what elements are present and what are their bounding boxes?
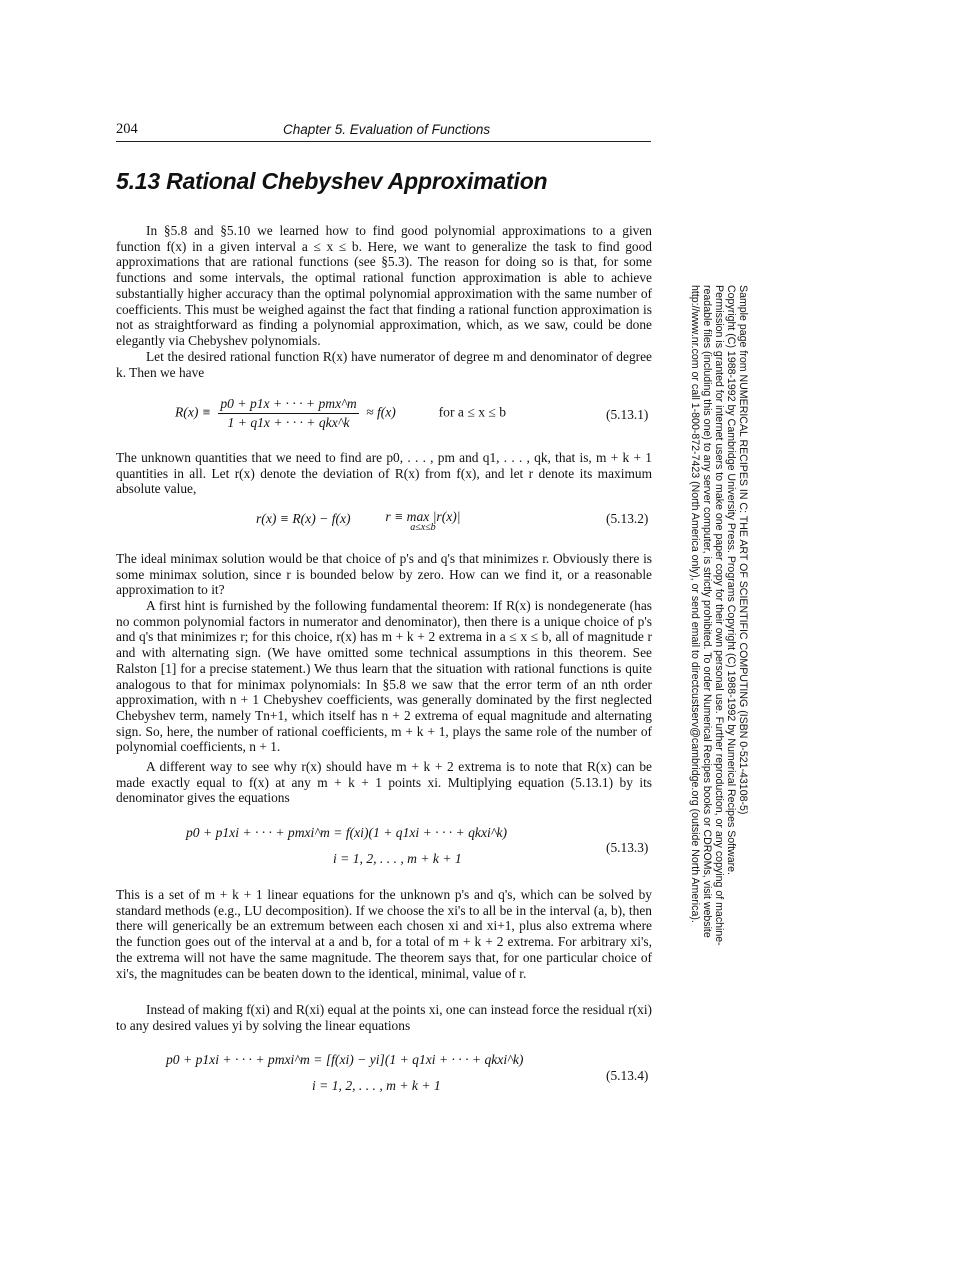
paragraph-degrees: Let the desired rational function R(x) have numerator of degree m and denominator of degree k. Then we have <box>116 349 652 380</box>
copyright-line: http://www.nr.com or call 1-800-872-7423 (North America only), or send email to directcustserv@cambridge.org (outside North America). <box>689 285 701 923</box>
eq4-label: (5.13.4) <box>606 1068 649 1083</box>
eq4-line2: i = 1, 2, . . . , m + k + 1 <box>312 1078 441 1093</box>
eq1-rhs: ≈ f(x) <box>366 404 396 420</box>
eq3-line1: p0 + p1xi + · · · + pmxi^m = f(xi)(1 + q1xi + · · · + qkxi^k) <box>186 825 508 840</box>
paragraph-linear-system: This is a set of m + k + 1 linear equations for the unknown p's and q's, which can be solved by standard methods (e.g., LU decomposition). If we choose the xi's to all be in the interval (a, b), then there will generically be an extremum between each chosen xi and xi+1, plus also extrema where the function goes out of the interval at a and b, for a total of m + k + 2 extrema. For arbitrary xi's, the extrema will not have the same magnitude. The theorem says that, for one particular choice of xi's, the magnitudes can be beaten down to the identical, minimal, value of r. <box>116 887 652 981</box>
equation-5-13-2 <box>256 511 461 533</box>
section-title: 5.13 Rational Chebyshev Approximation <box>116 168 548 194</box>
copyright-line: Permission is granted for internet users to make one paper copy for their own personal use. Further reproduction, or any copying of machine- <box>713 285 725 946</box>
eq1-denominator: 1 + q1x + · · · + qkx^k <box>227 415 350 430</box>
copyright-line: Copyright (C) 1988-1992 by Cambridge University Press. Programs Copyright (C) 1988-1992 by Numerical Recipes Software. <box>725 285 737 875</box>
paragraph-theorem: A first hint is furnished by the following fundamental theorem: If R(x) is nondegenerate (has no common polynomial factors in numerator and denominator), then there is a unique choice of p's and q's that minimizes r; for this choice, r(x) has m + k + 2 extrema in a ≤ x ≤ b, all of magnitude r and with alternating sign. (We have omitted some technical assumptions in this theorem. See Ralston [1] for a precise statement.) We thus learn that the situation with rational functions is quite analogous to that for minimax polynomials: In §5.8 we saw that the error term of an nth order approximation, with n + 1 Chebyshev coefficients, was generally dominated by the first neglected Chebyshev term, namely Tn+1, which itself has n + 2 extrema of equal magnitude and alternating sign. So, here, the number of rational coefficients, m + k + 1, plays the same role of the number of polynomial coefficients, n + 1. <box>116 598 652 755</box>
eq2-subscript: a≤x≤b <box>410 522 436 533</box>
eq1-fraction <box>218 396 358 431</box>
equation-5-13-1 <box>175 396 506 431</box>
eq1-label: (5.13.1) <box>606 407 649 422</box>
paragraph-different-way: A different way to see why r(x) should have m + k + 2 extrema is to note that R(x) can be made exactly equal to f(x) at any m + k + 1 points xi. Multiplying equation (5.13.1) by its denominator gives the equations <box>116 759 652 806</box>
chapter-title: Chapter 5. Evaluation of Functions <box>283 122 491 137</box>
eq1-lhs: R(x) ≡ <box>175 404 211 420</box>
eq2-left: r(x) ≡ R(x) − f(x) <box>256 511 351 526</box>
paragraph-minimax: The ideal minimax solution would be that choice of p's and q's that minimizes r. Obviously there is some minimax solution, since r is bounded below by zero. How can we find it, or a reasonable approximation to it? <box>116 551 652 598</box>
copyright-line: Sample page from NUMERICAL RECIPES IN C: THE ART OF SCIENTIFIC COMPUTING (ISBN 0-521-43108-5) <box>737 285 749 815</box>
eq2-right: r ≡ max |r(x)| <box>385 509 461 524</box>
running-header <box>116 121 651 142</box>
copyright-line: readable files (including this one) to any server computer, is strictly prohibited. To order Numerical Recipes books or CDROMs, visit website <box>701 285 713 938</box>
eq3-line2: i = 1, 2, . . . , m + k + 1 <box>333 851 462 866</box>
eq1-numerator: p0 + p1x + · · · + pmx^m <box>218 396 358 414</box>
page-number: 204 <box>116 121 138 137</box>
paragraph-intro: In §5.8 and §5.10 we learned how to find good polynomial approximations to a given function f(x) in a given interval a ≤ x ≤ b. Here, we want to generalize the task to find good approximations that are rational functions (see §5.3). The reason for doing so is that, for some functions and some intervals, the optimal rational function approximation is able to achieve substantially higher accuracy than the optimal polynomial approximation with the same number of coefficients. This must be weighed against the fact that finding a rational function approximation is not as straightforward as finding a polynomial approximation, which, as we saw, could be done elegantly via Chebyshev polynomials. <box>116 223 652 348</box>
eq4-line1: p0 + p1xi + · · · + pmxi^m = [f(xi) − yi](1 + q1xi + · · · + qkxi^k) <box>166 1052 524 1067</box>
paragraph-unknowns: The unknown quantities that we need to find are p0, . . . , pm and q1, . . . , qk, that is, m + k + 1 quantities in all. Let r(x) denote the deviation of R(x) from f(x), and let r denote its maximum absolute value, <box>116 450 652 497</box>
paragraph-residual: Instead of making f(xi) and R(xi) equal at the points xi, one can instead force the residual r(xi) to any desired values yi by solving the linear equations <box>116 1002 652 1033</box>
eq3-label: (5.13.3) <box>606 840 649 855</box>
copyright-notice <box>689 285 749 946</box>
eq2-max <box>385 511 460 533</box>
eq2-label: (5.13.2) <box>606 511 649 526</box>
eq1-condition: for a ≤ x ≤ b <box>438 404 507 420</box>
